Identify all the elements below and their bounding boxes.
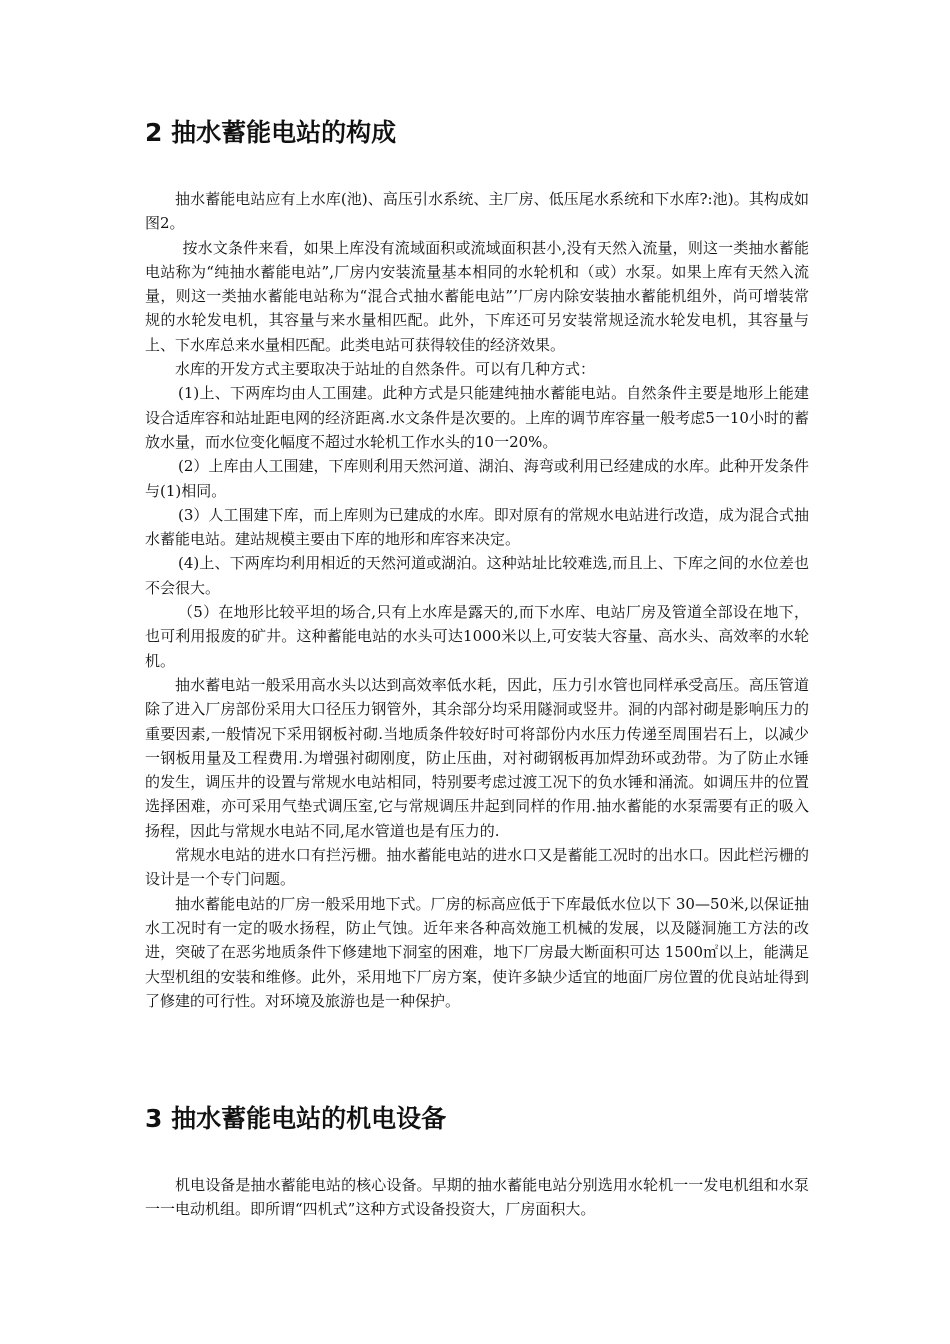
paragraph-method-3: (3）人工围建下库，而上库则为已建成的水库。即对原有的常规水电站进行改造，成为混合式抽水蓄能电站。建站规模主要由下库的地形和库容来决定。 xyxy=(145,505,809,549)
paragraph-underground-powerhouse: 抽水蓄能电站的厂房一般采用地下式。厂房的标高应低于下库最低水位以下 30—50米,以保证抽水工况时有一定的吸水扬程，防止气蚀。近年来各种高效施工机械的发展，以及隧洞施工方法的改进，突破了在恶劣地质条件下修建地下洞室的困难，地下厂房最大断面积可达 1500㎡以上，能满足大型机组的安装和维修。此外，采用地下厂房方案，使许多缺少适宜的地面厂房位置的优良站址得到了修建的可行性。对环境及旅游也是一种保护。 xyxy=(145,894,809,1010)
section-3-body xyxy=(145,1173,809,1222)
paragraph-method-4: (4)上、下两库均利用相近的天然河道或湖泊。这种站址比较难选,而且上、下库之间的水位差也不会很大。 xyxy=(145,554,809,597)
paragraph-equipment: 机电设备是抽水蓄能电站的核心设备。早期的抽水蓄能电站分别选用水轮机一一发电机组和水泵一一电动机组。即所谓“四机式”这种方式设备投资大，厂房面积大。 xyxy=(145,1176,809,1219)
paragraph-hydrology-types: 按水文条件来看，如果上库没有流域面积或流域面积甚小,没有天然入流量，则这一类抽水蓄能电站称为“纯抽水蓄能电站”,厂房内安装流量基本相同的水轮机和（或）水泵。如果上库有天然入流量，则这一类抽水蓄能电站称为“混合式抽水蓄能电站”’厂房内除安装抽水蓄能机组外，尚可增装常规的水轮发电机，其容量与来水量相匹配。此外，下库还可另安装常规迳流水轮发电机，其容量与上、下水库总来水量相匹配。此类电站可获得较佳的经济效果。 xyxy=(145,238,809,354)
paragraph-method-2: (2）上库由人工围建，下库则利用天然河道、湖泊、海弯或利用已经建成的水库。此种开发条件与(1)相同。 xyxy=(145,457,809,500)
paragraph-pressure-pipes: 抽水蓄电站一般采用高水头以达到高效率低水耗，因此，压力引水管也同样承受高压。高压管道除了进入厂房部份采用大口径压力钢管外，其余部分均采用隧洞或竖井。洞的内部衬砌是影响压力的重要因素,一般情况下采用钢板衬砌.当地质条件较好时可将部份内水压力传递至周围岩石上，以减少一钢板用量及工程费用.为增强衬砌刚度，防止压曲，对衬砌钢板再加焊劲环或劲带。为了防止水锤的发生，调压井的设置与常规水电站相同，特别要考虑过渡工况下的负水锤和涌流。如调压井的位置选择困难，亦可采用气垫式调压室,它与常规调压井起到同样的作用.抽水蓄能的水泵需要有正的吸入扬程，因此与常规水电站不同,尾水管道也是有压力的. xyxy=(145,675,809,840)
paragraph-intake: 常规水电站的进水口有拦污栅。抽水蓄能电站的进水口又是蓄能工况时的出水口。因此栏污栅的设计是一个专门问题。 xyxy=(145,846,809,889)
section-2-heading: 2 抽水蓄能电站的构成 xyxy=(145,118,397,147)
section-3-heading: 3 抽水蓄能电站的机电设备 xyxy=(145,1104,447,1133)
paragraph-composition: 抽水蓄能电站应有上水库(池)、高压引水系统、主厂房、低压尾水系统和下水库?:池)。其构成如图2。 xyxy=(145,190,809,233)
paragraph-method-1: (1)上、下两库均由人工围建。此种方式是只能建纯抽水蓄能电站。自然条件主要是地形上能建设合适库容和站址距电网的经济距离.水文条件是次要的。上库的调节库容量一般考虑5一10小时的蓄放水量，而水位变化幅度不超过水轮机工作水头的10一20%。 xyxy=(145,384,809,451)
paragraph-method-5: （5）在地形比较平坦的场合,只有上水库是露天的,而下水库、电站厂房及管道全部设在地下，也可利用报废的矿井。这种蓄能电站的水头可达1000米以上,可安装大容量、高水头、高效率的水轮机。 xyxy=(145,603,809,670)
section-2-body xyxy=(145,187,809,1013)
paragraph-reservoir-methods-intro: 水库的开发方式主要取决于站址的自然条件。可以有几种方式： xyxy=(175,360,596,379)
